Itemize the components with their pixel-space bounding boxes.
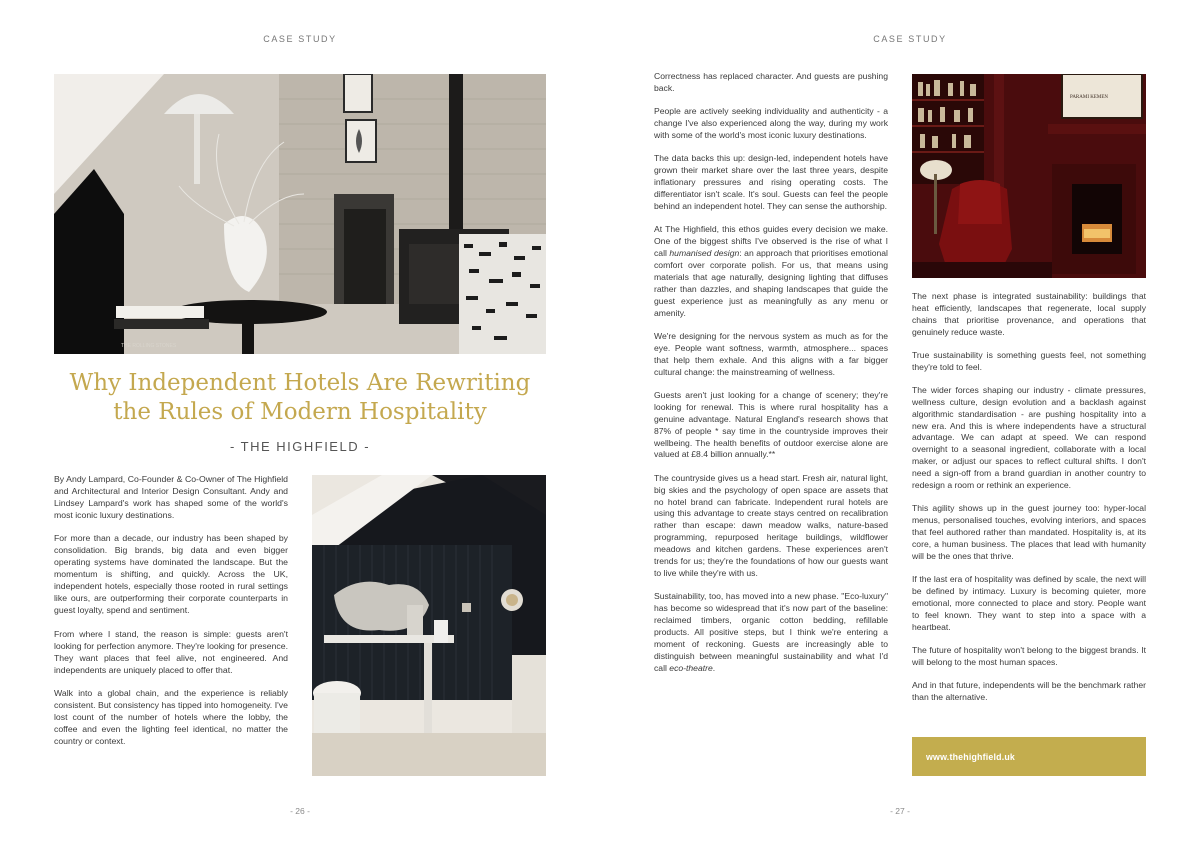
body-paragraph: We're designing for the nervous system as much as for the eye. People want softness, warmth, atmosphere... spaces that help them exhale. And this aligns with a far bigger cultural change: the mainstreaming of wellness. (654, 330, 888, 377)
body-paragraph: Sustainability, too, has moved into a new phase. "Eco-luxury" has become so widespread that it's now part of the baseline: reclaimed timbers, organic cotton bedding, refillable products. All positive steps, but I think we're entering a moment of reckoning. Guests are increasingly able to distinguish between meaningful sustainability and what I'd call eco-theatre. (654, 591, 888, 673)
photo-bedroom-vanity (312, 475, 546, 776)
emphasis-humanised-design: humanised design (669, 248, 740, 259)
body-paragraph: Walk into a global chain, and the experience is reliably consistent. But consistency has tipped into homogeneity. I've lost count of the number of hotels where the lobby, the coffee and even the lighting feel identical, no matter the country or context. (54, 688, 288, 746)
photo-red-study (912, 74, 1146, 278)
website-url[interactable]: www.thehighfield.uk (926, 751, 1015, 762)
article-subtitle: - THE HIGHFIELD - (229, 439, 371, 454)
article-title (54, 369, 546, 427)
running-head: CASE STUDY (263, 34, 337, 44)
page-number: - 27 - (890, 806, 910, 816)
body-paragraph: People are actively seeking individuality and authenticity - a change I've also experienced along the way, during my work with some of the world's most iconic luxury destinations. (654, 106, 888, 141)
right-page (600, 0, 1200, 849)
body-paragraph: The future of hospitality won't belong to the biggest brands. It will belong to the most human spaces. (912, 644, 1146, 667)
book-spine-text: THE ROLLING STONES (121, 343, 177, 349)
hero-photo-lounge (54, 74, 546, 354)
running-head: CASE STUDY (873, 34, 947, 44)
left-body-column (54, 474, 288, 759)
body-paragraph: Correctness has replaced character. And guests are pushing back. (654, 71, 888, 93)
body-paragraph: For more than a decade, our industry has been shaped by consolidation. Big brands, big data and even bigger operating systems have dominated the landscape. But the momentum is shifting, and quickly. Across the UK, independent hotels, especially those rooted in rural settings like ours, are outperforming their corporate counterparts in guest loyalty, spend and sentiment. (54, 533, 288, 616)
body-paragraph: True sustainability is something guests feel, not something they're told to feel. (912, 349, 1146, 372)
emphasis-eco-theatre: eco-theatre (669, 662, 713, 673)
body-paragraph: This agility shows up in the guest journey too: hyper-local menus, personalised touches, evolving interiors, and spaces that feel authored rather than mandated. Hospitality is, at its core, a human business. The places that lead with humanity will be the ones that thrive. (912, 503, 1146, 561)
title-line-2: the Rules of Modern Hospitality (113, 399, 487, 425)
body-paragraph: If the last era of hospitality was defined by scale, the next will be defined by intimacy. Luxury is becoming quieter, more emotional, more connected to place and story. People want to feel known. They want to step into a space with a heartbeat. (912, 573, 1146, 632)
right-body-column-2 (912, 291, 1146, 715)
title-line-1: Why Independent Hotels Are Rewriting (69, 370, 531, 396)
body-paragraph: The countryside gives us a head start. Fresh air, natural light, big skies and the psychology of open space are assets that no hotel brand can fabricate. Independent rural hotels are using this advantage to create stays centred on recalibration rather than escape: dawn meadow walks, nature-based programming, repurposed heritage buildings, wildflower meadows and kitchen gardens. These experiences aren't trends for us; they're the foundations of how our guests want to live while they're with us. (654, 472, 888, 578)
website-link-box[interactable] (912, 737, 1146, 776)
body-paragraph: From where I stand, the reason is simple: guests aren't looking for perfection anymore. They're looking for presence. They want places that feel alive, not engineered. And independents are uniquely placed to offer that. (54, 628, 288, 675)
body-paragraph: And in that future, independents will be the benchmark rather than the alternative. (912, 679, 1146, 702)
byline-paragraph: By Andy Lampard, Co-Founder & Co-Owner of The Highfield and Architectural and Interior Design Consultant. Andy and Lindsey Lampard's work has shaped some of the world's most iconic luxury destinations. (54, 474, 288, 520)
body-paragraph: The data backs this up: design-led, independent hotels have grown their market share over the last three years, despite inflationary pressures and rising operating costs. The differentiator isn't scale. It's soul. Guests can feel the people behind an independent hotel. They can sense the authorship. (654, 153, 888, 211)
page-number: - 26 - (290, 806, 310, 816)
body-paragraph: At The Highfield, this ethos guides every decision we make. One of the biggest shifts I've observed is the rise of what I call humanised design: an approach that prioritises emotional comfort over corporate polish. For us, that means using materials that age naturally, designing lighting that diffuses rather than dazzles, and shaping landscapes that guide the guest experience just as meaningfully as any menu or amenity. (654, 224, 888, 318)
body-paragraph: The wider forces shaping our industry - climate pressures, wellness culture, design evolution and a backlash against algorithmic standardisation - are pushing hospitality into a new era. And this is where independents have a structural advantage. We can adapt at speed. We can respond overnight to a seasonal ingredient, collaborate with a local maker, or adjust our spaces to reflect cultural shifts. I don't need a sign-off from a brand guardian in another country to redesign a room or rethink an experience. (912, 384, 1146, 491)
body-paragraph: The next phase is integrated sustainability: buildings that heat efficiently, landscapes that regenerate, local supply chains that prioritise provenance, and operations that genuinely reduce waste. (912, 291, 1146, 337)
body-paragraph: Guests aren't just looking for a change of scenery; they're looking for renewal. This is where rural hospitality has a genuine advantage. Natural England's research shows that 87% of people * say time in the countryside improves their wellbeing. The health benefits of outdoor exercise alone are valued at £8.4 billion annually.** (654, 389, 888, 460)
framed-print-text: PARAMI KEMEN (1070, 95, 1109, 100)
right-body-column-1 (654, 71, 888, 686)
